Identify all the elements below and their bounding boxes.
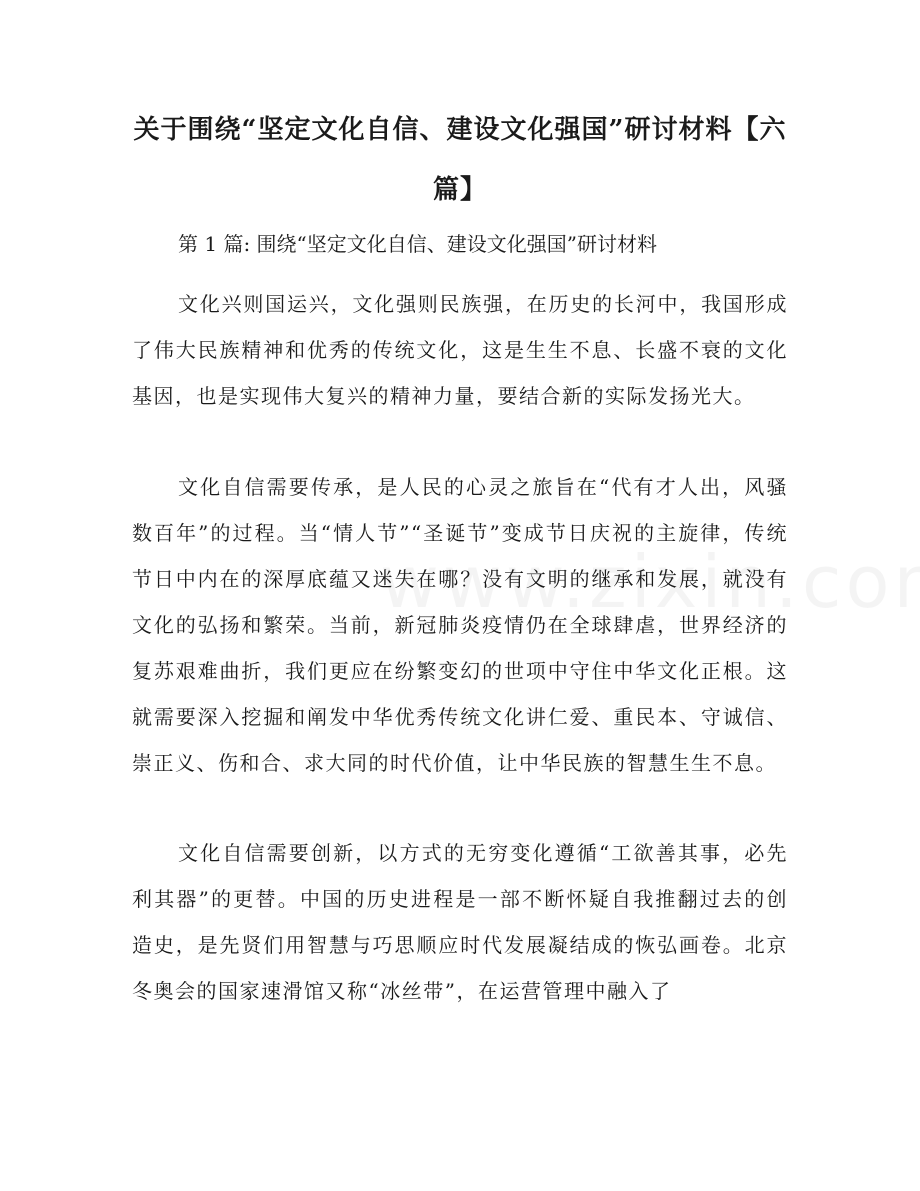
paragraph-2: 文化自信需要传承，是人民的心灵之旅旨在“代有才人出，风骚数百年”的过程。当“情人节”“圣诞节”变成节日庆祝的主旋律，传统节日中内在的深厚底蕴又迷失在哪？没有文明的继承和发展，就没有文化的弘扬和繁荣。当前，新冠肺炎疫情仍在全球肆虐，世界经济的复苏艰难曲折，我们更应在纷繁变幻的世项中守住中华文化正根。这就需要深入挖掘和阐发中华优秀传统文化讲仁爱、重民本、守诚信、崇正义、伤和合、求大同的时代价值，让中华民族的智慧生生不息。 (132, 475, 788, 775)
document-title: 关于围绕“坚定文化自信、建设文化强国”研讨材料【六篇】 (133, 115, 787, 205)
paragraph-3: 文化自信需要创新，以方式的无穷变化遵循“工欲善其事，必先利其器”的更替。中国的历史进程是一部不断怀疑自我推翻过去的创造史，是先贤们用智慧与巧思顺应时代发展凝结成的恢弘画卷。北京冬奥会的国家速滑馆又称“冰丝带”，在运营管理中融入了 (132, 841, 788, 1003)
paragraph-1: 文化兴则国运兴，文化强则民族强，在历史的长河中，我国形成了伟大民族精神和优秀的传统文化，这是生生不息、长盛不衰的文化基因，也是实现伟大复兴的精神力量，要结合新的实际发扬光大。 (132, 292, 788, 408)
section-heading: 第 1 篇: 围绕“坚定文化自信、建设文化强国”研讨材料 (178, 232, 657, 256)
